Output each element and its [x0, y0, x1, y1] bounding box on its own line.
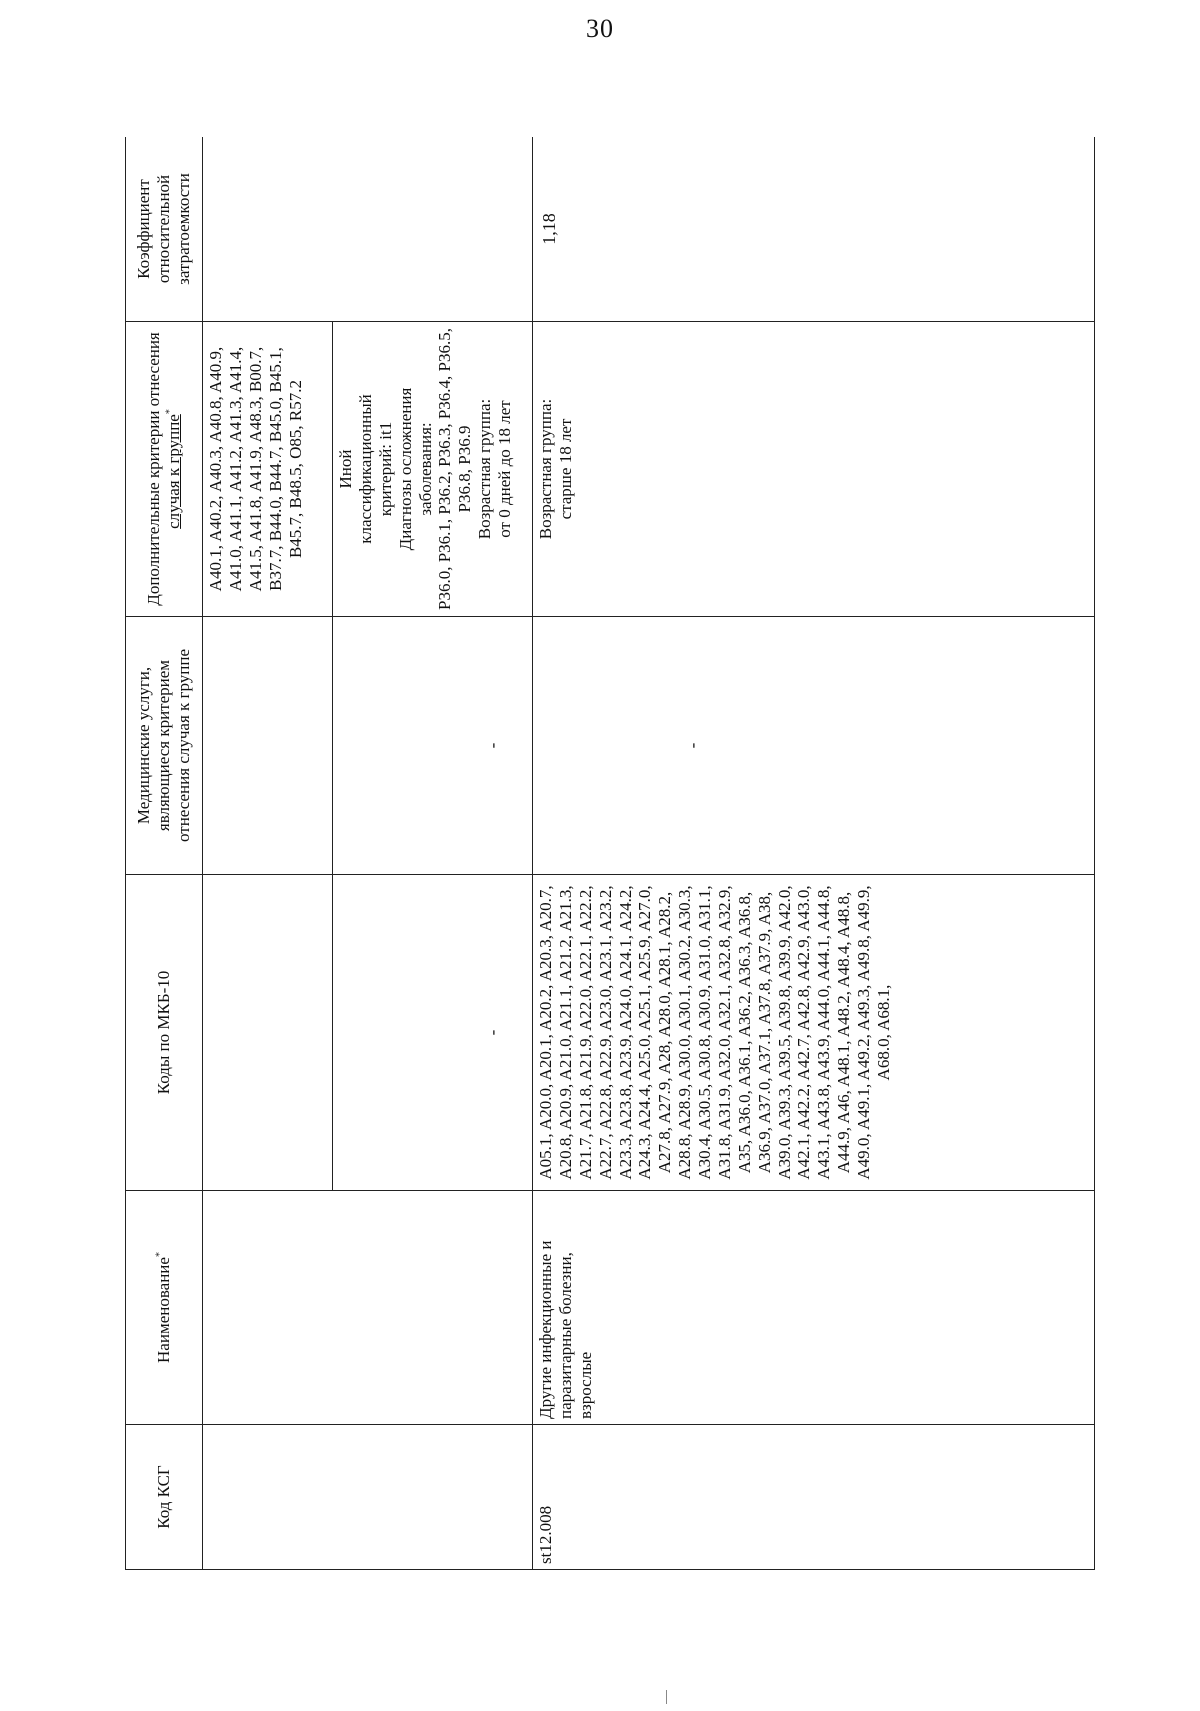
cell-services: -	[333, 617, 533, 875]
ksg-table	[125, 137, 1095, 1570]
cell-code: st12.008	[533, 1425, 1095, 1570]
criteria-line: старше 18 лет	[555, 418, 575, 520]
criteria-line: критерий: it1	[375, 421, 395, 517]
cell-name: Другие инфекционные и паразитарные болезни, взрослые	[533, 1191, 1095, 1425]
ksg-table-rotated	[125, 137, 1095, 1570]
cell-services	[203, 617, 333, 875]
criteria-line: заболевания:	[415, 422, 435, 516]
header-mkb: Коды по МКБ-10	[126, 875, 203, 1191]
criteria-line: от 0 дней до 18 лет	[495, 400, 514, 538]
criteria-line: P36.0, P36.1, P36.2, P36.3, P36.4, P36.5, P36.8, P36.9	[435, 328, 475, 610]
cell-mkb: -	[333, 875, 533, 1191]
cell-coef	[203, 137, 533, 322]
cell-criteria	[533, 322, 1095, 617]
cell-services: -	[533, 617, 1095, 875]
criteria-line: Возрастная группа:	[475, 398, 495, 540]
criteria-line: классификационный	[355, 394, 375, 544]
header-row	[126, 137, 203, 1570]
criteria-line: Иной	[336, 449, 355, 489]
cell-mkb	[203, 875, 333, 1191]
criteria-line: Возрастная группа:	[536, 398, 555, 540]
header-coef: Коэффициент относительной затратоемкости	[126, 137, 203, 322]
header-name: Наименование*	[126, 1191, 203, 1425]
scan-artifact	[666, 1690, 667, 1704]
header-criteria: Дополнительные критерии отнесения случая к группе*	[126, 322, 203, 617]
cell-code	[203, 1425, 533, 1570]
cell-criteria: A40.1, A40.2, A40.3, A40.8, A40.9, A41.0, A41.1, A41.2, A41.3, A41.4, A41.5, A41.8, A41.9, A48.3, B00.7, B37.7, B44.0, B44.7, B45.0, B45.1, B45.7, B48.5, O85, R57.2	[203, 322, 333, 617]
header-code: Код КСГ	[126, 1425, 203, 1570]
header-services: Медицинские услуги, являющиеся критерием отнесения случая к группе	[126, 617, 203, 875]
cell-criteria	[333, 322, 533, 617]
cell-coef: 1,18	[533, 137, 1095, 322]
ksg-table-frame	[125, 137, 1095, 1570]
table-row	[533, 137, 1095, 1570]
table-row	[203, 137, 333, 1570]
criteria-line: Диагнозы осложнения	[395, 387, 415, 551]
page-number: 30	[586, 14, 614, 43]
cell-name	[203, 1191, 533, 1425]
cell-mkb: A05.1, A20.0, A20.1, A20.2, A20.3, A20.7, A20.8, A20.9, A21.0, A21.1, A21.2, A21.3, A21.7, A21.8, A21.9, A22.0, A22.1, A22.2, A22.7, A22.8, A22.9, A23.0, A23.1, A23.2, A23.3, A23.8, A23.9, A24.0, A24.1, A24.2, A24.3, A24.4, A25.0, A25.1, A25.9, A27.0, A27.8, A27.9, A28, A28.0, A28.1, A28.2, A28.8, A28.9, A30.0, A30.1, A30.2, A30.3, A30.4, A30.5, A30.8, A30.9, A31.0, A31.1, A31.8, A31.9, A32.0, A32.1, A32.8, A32.9, A35, A36.0, A36.1, A36.2, A36.3, A36.8, A36.9, A37.0, A37.1, A37.8, A37.9, A38, A39.0, A39.3, A39.5, A39.8, A39.9, A42.0, A42.1, A42.2, A42.7, A42.8, A42.9, A43.0, A43.1, A43.8, A43.9, A44.0, A44.1, A44.8, A44.9, A46, A48.1, A48.2, A48.4, A48.8, A49.0, A49.1, A49.2, A49.3, A49.8, A49.9, A68.0, A68.1,	[533, 875, 1095, 1191]
